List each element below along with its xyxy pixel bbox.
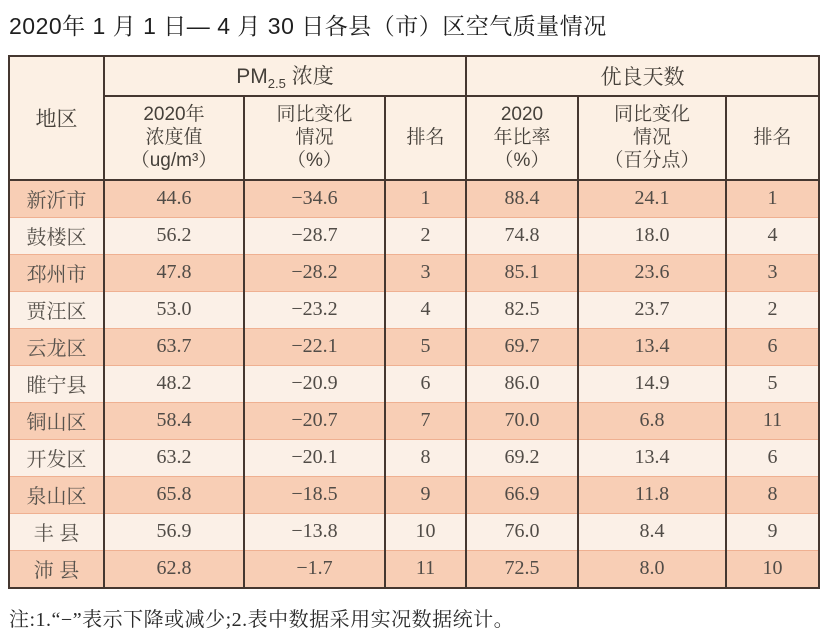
table-body (9, 180, 819, 588)
col-header-ratio (466, 96, 578, 180)
cell-pm-value: 47.8 (104, 254, 244, 291)
cell-pm-change: −13.8 (244, 513, 385, 550)
cell-ratio-change: 23.7 (578, 291, 726, 328)
cell-pm-change: −18.5 (244, 476, 385, 513)
cell-ratio-change: 14.9 (578, 365, 726, 402)
cell-pm-value: 63.7 (104, 328, 244, 365)
cell-pm-value: 58.4 (104, 402, 244, 439)
header-line: （%） (287, 150, 342, 172)
cell-pm-change: −34.6 (244, 180, 385, 218)
cell-ratio: 69.7 (466, 328, 578, 365)
table-row (9, 180, 819, 218)
cell-ratio: 72.5 (466, 550, 578, 588)
cell-ratio-change: 18.0 (578, 217, 726, 254)
cell-pm-rank: 1 (385, 180, 466, 218)
cell-pm-rank: 4 (385, 291, 466, 328)
cell-pm-change: −23.2 (244, 291, 385, 328)
cell-pm-change: −20.1 (244, 439, 385, 476)
table-row (9, 217, 819, 254)
cell-pm-change: −20.7 (244, 402, 385, 439)
cell-ratio-change: 8.4 (578, 513, 726, 550)
col-group-good-days: 优良天数 (466, 56, 819, 96)
cell-pm-value: 53.0 (104, 291, 244, 328)
cell-region: 云龙区 (9, 328, 104, 365)
cell-ratio-change: 23.6 (578, 254, 726, 291)
page-title: 2020年 1 月 1 日— 4 月 30 日各县（市）区空气质量情况 (9, 13, 607, 39)
cell-pm-rank: 7 (385, 402, 466, 439)
col-header-ratio-rank (726, 96, 819, 180)
header-line: 2020年 (143, 104, 205, 126)
cell-ratio-rank: 6 (726, 328, 819, 365)
cell-pm-value: 65.8 (104, 476, 244, 513)
cell-pm-value: 63.2 (104, 439, 244, 476)
cell-ratio-rank: 8 (726, 476, 819, 513)
cell-ratio: 76.0 (466, 513, 578, 550)
cell-pm-value: 56.2 (104, 217, 244, 254)
cell-ratio: 86.0 (466, 365, 578, 402)
cell-pm-change: −28.2 (244, 254, 385, 291)
cell-ratio-change: 8.0 (578, 550, 726, 588)
cell-ratio-rank: 5 (726, 365, 819, 402)
cell-region: 泉山区 (9, 476, 104, 513)
cell-pm-rank: 10 (385, 513, 466, 550)
cell-ratio: 66.9 (466, 476, 578, 513)
cell-region: 睢宁县 (9, 365, 104, 402)
cell-pm-rank: 5 (385, 328, 466, 365)
footnote: 注:1.“−”表示下降或减少;2.表中数据采用实况数据统计。 (9, 608, 515, 631)
cell-pm-change: −28.7 (244, 217, 385, 254)
cell-ratio-rank: 11 (726, 402, 819, 439)
cell-region: 开发区 (9, 439, 104, 476)
cell-pm-rank: 3 (385, 254, 466, 291)
cell-region: 贾汪区 (9, 291, 104, 328)
cell-ratio-rank: 1 (726, 180, 819, 218)
table-row (9, 254, 819, 291)
header-sub-row (9, 96, 819, 180)
header-line: 同比变化 (613, 104, 690, 126)
table-row (9, 513, 819, 550)
cell-pm-value: 56.9 (104, 513, 244, 550)
header-group-row (9, 56, 819, 96)
pm25-label-suffix: 浓度 (285, 65, 334, 89)
table-row (9, 402, 819, 439)
cell-region: 新沂市 (9, 180, 104, 218)
table-row (9, 550, 819, 588)
cell-ratio-rank: 3 (726, 254, 819, 291)
cell-pm-value: 62.8 (104, 550, 244, 588)
cell-ratio-change: 24.1 (578, 180, 726, 218)
header-line: 2020 (500, 104, 544, 126)
pm25-label-subscript: 2.5 (267, 76, 286, 92)
cell-ratio: 82.5 (466, 291, 578, 328)
cell-region: 铜山区 (9, 402, 104, 439)
cell-ratio-change: 11.8 (578, 476, 726, 513)
table-row (9, 439, 819, 476)
cell-pm-rank: 2 (385, 217, 466, 254)
cell-ratio-rank: 6 (726, 439, 819, 476)
pm25-label-prefix: PM (236, 65, 268, 89)
cell-ratio-rank: 10 (726, 550, 819, 588)
cell-ratio-change: 6.8 (578, 402, 726, 439)
cell-region: 鼓楼区 (9, 217, 104, 254)
cell-pm-value: 48.2 (104, 365, 244, 402)
cell-ratio: 70.0 (466, 402, 578, 439)
cell-pm-rank: 8 (385, 439, 466, 476)
table-row (9, 365, 819, 402)
header-line: （ug/m³） (130, 150, 218, 172)
cell-pm-rank: 11 (385, 550, 466, 588)
header-line: 情况 (295, 127, 334, 149)
cell-pm-rank: 9 (385, 476, 466, 513)
header-line: 排名 (753, 127, 792, 149)
cell-ratio-rank: 4 (726, 217, 819, 254)
cell-ratio: 69.2 (466, 439, 578, 476)
cell-ratio-change: 13.4 (578, 439, 726, 476)
cell-region: 沛 县 (9, 550, 104, 588)
cell-region: 邳州市 (9, 254, 104, 291)
col-header-pm-value (104, 96, 244, 180)
col-header-pm-change (244, 96, 385, 180)
header-line: 情况 (632, 127, 671, 149)
col-header-pm-rank (385, 96, 466, 180)
header-line: 排名 (406, 127, 445, 149)
cell-ratio-rank: 9 (726, 513, 819, 550)
header-line: 浓度值 (145, 127, 203, 149)
header-line: （百分点） (604, 150, 700, 172)
cell-ratio: 74.8 (466, 217, 578, 254)
table-header (9, 56, 819, 180)
air-quality-table (8, 55, 820, 589)
cell-ratio: 85.1 (466, 254, 578, 291)
col-header-ratio-change (578, 96, 726, 180)
col-group-pm25 (104, 56, 466, 96)
table-row (9, 476, 819, 513)
cell-ratio-rank: 2 (726, 291, 819, 328)
cell-ratio-change: 13.4 (578, 328, 726, 365)
header-line: 同比变化 (276, 104, 353, 126)
col-header-region: 地区 (9, 56, 104, 180)
cell-pm-value: 44.6 (104, 180, 244, 218)
header-line: 年比率 (493, 127, 551, 149)
cell-ratio: 88.4 (466, 180, 578, 218)
cell-pm-change: −22.1 (244, 328, 385, 365)
table-row (9, 328, 819, 365)
cell-region: 丰 县 (9, 513, 104, 550)
table-row (9, 291, 819, 328)
cell-pm-rank: 6 (385, 365, 466, 402)
header-line: （%） (494, 150, 550, 172)
cell-pm-change: −1.7 (244, 550, 385, 588)
cell-pm-change: −20.9 (244, 365, 385, 402)
